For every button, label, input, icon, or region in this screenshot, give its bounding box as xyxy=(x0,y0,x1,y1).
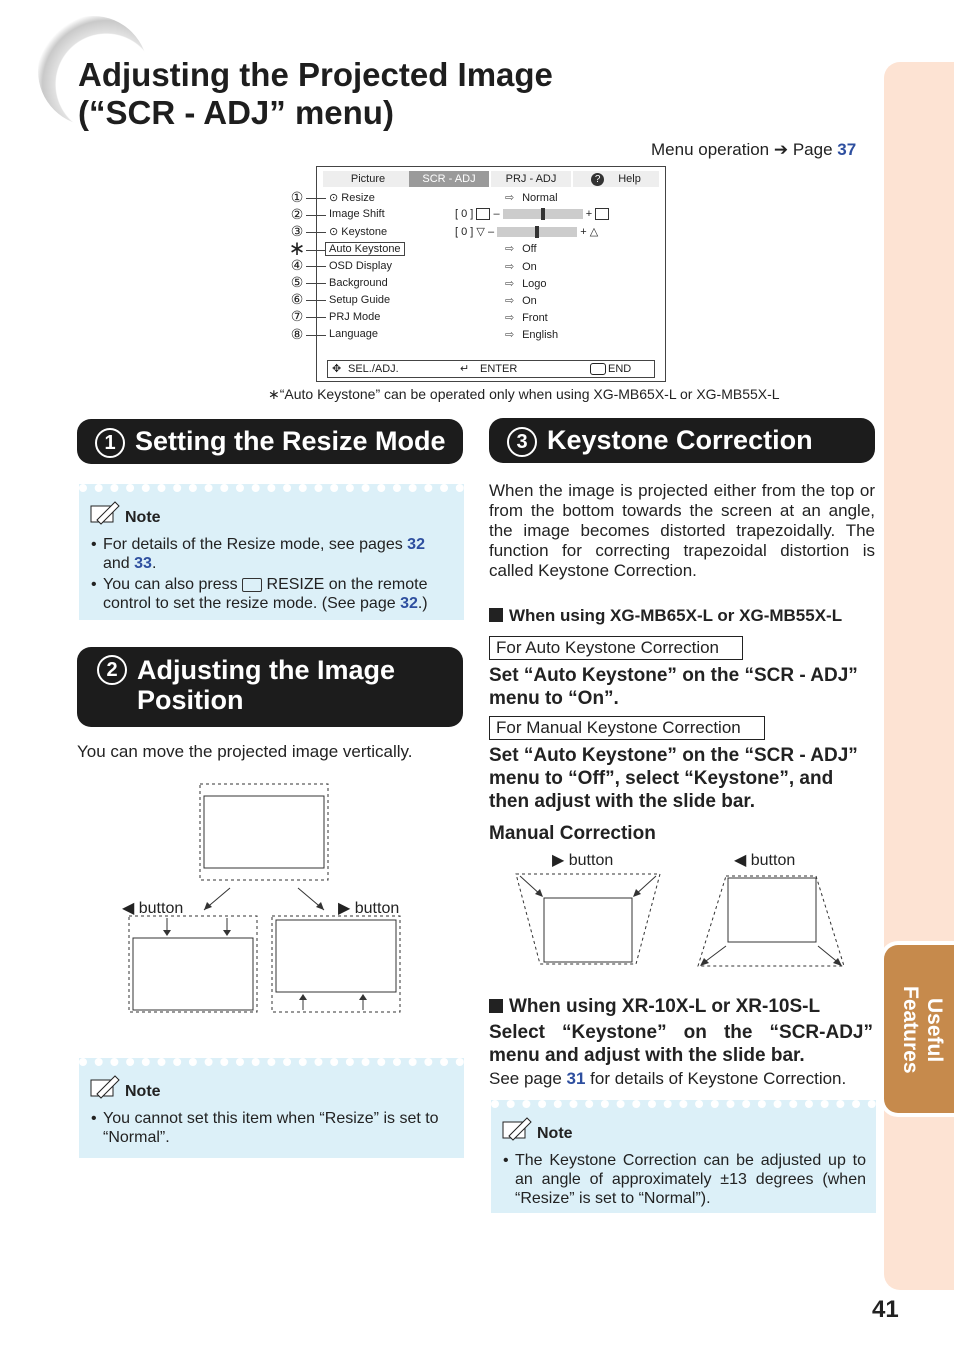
osd-row-language: Language xyxy=(329,328,378,340)
enter-icon: ↵ xyxy=(460,363,470,375)
arrow-icon: ⇨ xyxy=(505,329,515,341)
osd-row-resize: ⊙ Resize xyxy=(329,192,375,204)
callout-4: ④ xyxy=(290,257,304,273)
keystone-right-button-label: ▶ button xyxy=(552,852,614,869)
left-button-label: ◀ button xyxy=(122,900,184,917)
right-button-label: ▶ button xyxy=(338,900,400,917)
osd-tab-picture: Picture xyxy=(323,171,413,187)
osd-row-osd-display: OSD Display xyxy=(329,260,392,272)
note-item: • You can also press RESIZE on the remote control to set the resize mode. (See page 32.) xyxy=(103,575,454,613)
note-pencil-icon xyxy=(89,498,121,526)
osd-value-resize: ⇨ Normal xyxy=(505,192,558,204)
note-item: • For details of the Resize mode, see pages 32 and 33. xyxy=(103,535,454,573)
arrow-icon: ⇨ xyxy=(505,278,515,290)
trapezoid-icon: ▽ xyxy=(476,226,485,238)
instruction-manual-keystone: Set “Auto Keystone” on the “SCR - ADJ” menu to “Off”, select “Keystone”, and then adjust with the slide bar. xyxy=(489,745,858,812)
callout-3: ③ xyxy=(290,223,304,239)
arrow-icon: ⇨ xyxy=(505,192,515,204)
osd-row-image-shift: Image Shift xyxy=(329,208,385,220)
callout-line xyxy=(306,250,326,251)
callout-2: ② xyxy=(290,206,304,222)
osd-value-background: ⇨ Logo xyxy=(505,278,547,290)
page-title: Adjusting the Projected Image (“SCR - ADJ” menu) xyxy=(78,56,553,131)
section3-note xyxy=(491,1100,876,1213)
osd-value-keystone: [ 0 ] ▽ – + △ xyxy=(455,226,599,238)
subhead-xg-models: When using XG-MB65X-L or XG-MB55X-L xyxy=(489,606,842,626)
section1-header: 1 Setting the Resize Mode xyxy=(77,419,463,464)
label-auto-keystone: For Auto Keystone Correction xyxy=(489,636,743,660)
section2-body: You can move the projected image vertically. xyxy=(77,742,413,761)
square-bullet-icon xyxy=(489,608,503,622)
question-icon: ? xyxy=(591,173,604,186)
note-title: Note xyxy=(537,1125,573,1142)
osd-value-auto-keystone: ⇨ Off xyxy=(505,243,537,255)
sel-adj-icon: ✥ xyxy=(332,363,342,375)
callout-line xyxy=(306,317,326,318)
osd-footer: ✥ SEL./ADJ. ↵ ENTER END xyxy=(327,360,655,378)
arrow-icon: ⇨ xyxy=(505,243,515,255)
section3-number: 3 xyxy=(507,427,537,457)
note-pencil-icon xyxy=(89,1072,121,1100)
osd-row-auto-keystone: Auto Keystone xyxy=(325,242,405,256)
osd-value-image-shift: [ 0 ] – + xyxy=(455,208,609,220)
section3-body: When the image is projected either from the top or from the bottom towards the screen at an angle, the image becomes distorted trapezoidally. The function for correcting trapezoidal distortion is called Keystone Correction. xyxy=(489,481,875,580)
osd-value-osd-display: ⇨ On xyxy=(505,261,537,273)
section2-number: 2 xyxy=(97,655,127,685)
label-manual-keystone: For Manual Keystone Correction xyxy=(489,716,765,740)
keystone-correction-diagram xyxy=(510,870,850,970)
callout-7: ⑦ xyxy=(290,308,304,324)
keystone-slider xyxy=(497,227,577,237)
section3-header: 3 Keystone Correction xyxy=(489,418,875,463)
page-link-37[interactable]: 37 xyxy=(837,140,857,159)
callout-line xyxy=(306,198,326,199)
note-title: Note xyxy=(125,1083,161,1100)
menu-operation-ref: Menu operation ➔ Page 37 xyxy=(651,140,857,159)
callout-1: ① xyxy=(290,189,304,205)
osd-row-prj-mode: PRJ Mode xyxy=(329,311,381,323)
osd-tab-help: ? Help xyxy=(573,171,659,187)
osd-tab-prj-adj: PRJ - ADJ xyxy=(491,171,571,187)
arrow-icon: ⇨ xyxy=(505,312,515,324)
callout-line xyxy=(306,300,326,301)
instruction-auto-keystone: Set “Auto Keystone” on the “SCR - ADJ” menu to “On”. xyxy=(489,665,858,709)
scr-adj-menu-screen xyxy=(316,166,666,382)
note-pencil-icon xyxy=(501,1114,533,1142)
note-item: • You cannot set this item when “Resize” is set to “Normal”. xyxy=(103,1109,454,1147)
square-bullet-icon xyxy=(489,999,503,1013)
page-link-33[interactable]: 33 xyxy=(134,555,152,572)
callout-asterisk: ∗ xyxy=(288,238,306,260)
auto-keystone-footnote: ∗“Auto Keystone” can be operated only when using XG-MB65X-L or XG-MB55X-L xyxy=(268,386,780,402)
callout-line xyxy=(306,283,326,284)
callout-line xyxy=(306,266,326,267)
osd-row-background: Background xyxy=(329,277,388,289)
shift-icon xyxy=(476,208,490,220)
callout-line xyxy=(306,232,326,233)
instruction-xr-keystone: Select “Keystone” on the “SCR-ADJ” menu and adjust with the slide bar. xyxy=(489,1022,873,1066)
page-number: 41 xyxy=(872,1296,899,1323)
osd-row-setup-guide: Setup Guide xyxy=(329,294,391,306)
page-link-32[interactable]: 32 xyxy=(400,595,418,612)
resize-button-icon xyxy=(242,578,262,592)
callout-6: ⑥ xyxy=(290,291,304,307)
callout-line xyxy=(306,215,326,216)
osd-value-prj-mode: ⇨ Front xyxy=(505,312,548,324)
end-icon xyxy=(590,363,606,375)
section1-number: 1 xyxy=(95,428,125,458)
callout-line xyxy=(306,335,326,336)
section2-note xyxy=(79,1058,464,1158)
note-title: Note xyxy=(125,509,161,526)
section1-note xyxy=(79,484,464,620)
callout-5: ⑤ xyxy=(290,274,304,290)
arrow-icon: ⇨ xyxy=(505,295,515,307)
keystone-left-button-label: ◀ button xyxy=(734,852,796,869)
subhead-xr-models: When using XR-10X-L or XR-10S-L xyxy=(489,996,820,1018)
page-link-32[interactable]: 32 xyxy=(407,536,425,553)
osd-value-language: ⇨ English xyxy=(505,329,559,341)
see-page-text: See page 31 for details of Keystone Correction. xyxy=(489,1069,847,1088)
note-item: • The Keystone Correction can be adjusted up to an angle of approximately ±13 degrees (when “Resize” is set to “Normal”). xyxy=(515,1151,866,1208)
manual-correction-heading: Manual Correction xyxy=(489,823,656,844)
trapezoid-icon: △ xyxy=(589,226,599,238)
section2-header: 2 Adjusting the Image Position xyxy=(77,647,463,727)
image-shift-slider xyxy=(503,209,583,219)
callout-8: ⑧ xyxy=(290,326,304,342)
page-link-31[interactable]: 31 xyxy=(566,1069,586,1088)
osd-row-keystone: ⊙ Keystone xyxy=(329,226,388,238)
shift-icon xyxy=(595,208,609,220)
side-tab-label: Useful Features xyxy=(899,986,946,1074)
arrow-icon: ⇨ xyxy=(505,261,515,273)
osd-tab-scr-adj: SCR - ADJ xyxy=(409,171,489,187)
resize-icon: ⊙ xyxy=(329,192,342,204)
keystone-icon: ⊙ xyxy=(329,226,342,238)
osd-value-setup-guide: ⇨ On xyxy=(505,295,537,307)
